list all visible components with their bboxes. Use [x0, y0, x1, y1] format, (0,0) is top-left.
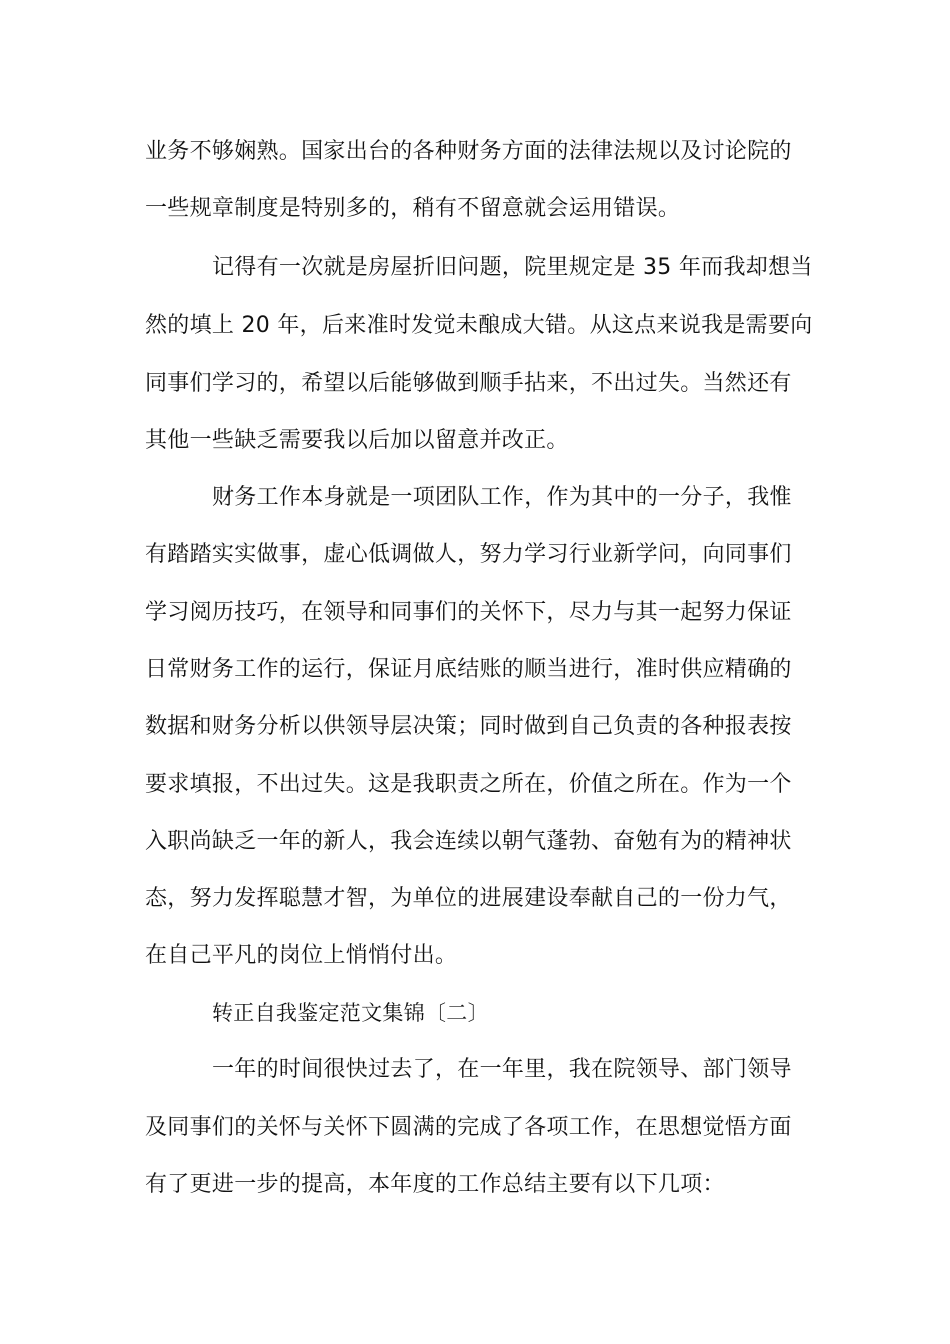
text-line: 学习阅历技巧，在领导和同事们的关怀下，尽力与其一起努力保证 [145, 600, 792, 625]
text-line: 态，努力发挥聪慧才智，为单位的进展建设奉献自己的一份力气， [145, 886, 792, 911]
text-line: 记得有一次就是房屋折旧问题，院里规定是 35 年而我却想当 [212, 255, 813, 280]
text-line: 有踏踏实实做事，虚心低调做人，努力学习行业新学问，向同事们 [145, 542, 792, 567]
text-line: 然的填上 20 年，后来准时发觉未酿成大错。从这点来说我是需要向 [145, 313, 813, 338]
text-line: 入职尚缺乏一年的新人，我会连续以朝气蓬勃、奋勉有为的精神状 [145, 829, 792, 854]
text-line: 业务不够娴熟。国家出台的各种财务方面的法律法规以及讨论院的 [145, 139, 792, 164]
text-line: 日常财务工作的运行，保证月底结账的顺当进行，准时供应精确的 [145, 657, 792, 682]
text-line: 其他一些缺乏需要我以后加以留意并改正。 [145, 428, 569, 453]
text-line: 在自己平凡的岗位上悄悄付出。 [145, 943, 458, 968]
text-line: 财务工作本身就是一项团队工作，作为其中的一分子，我惟 [212, 485, 792, 510]
text-line: 要求填报，不出过失。这是我职责之所在，价值之所在。作为一个 [145, 772, 792, 797]
text-line: 及同事们的关怀与关怀下圆满的完成了各项工作，在思想觉悟方面 [145, 1115, 792, 1140]
text-line: 有了更进一步的提高，本年度的工作总结主要有以下几项： [145, 1172, 725, 1197]
text-line: 同事们学习的，希望以后能够做到顺手拈来，不出过失。当然还有 [145, 371, 792, 396]
text-line: 数据和财务分析以供领导层决策；同时做到自己负责的各种报表按 [145, 714, 792, 739]
text-line: 一些规章制度是特别多的，稍有不留意就会运用错误。 [145, 196, 681, 221]
text-line: 一年的时间很快过去了，在一年里，我在院领导、部门领导 [212, 1057, 792, 1082]
section-heading: 转正自我鉴定范文集锦〔二〕 [212, 1001, 489, 1025]
